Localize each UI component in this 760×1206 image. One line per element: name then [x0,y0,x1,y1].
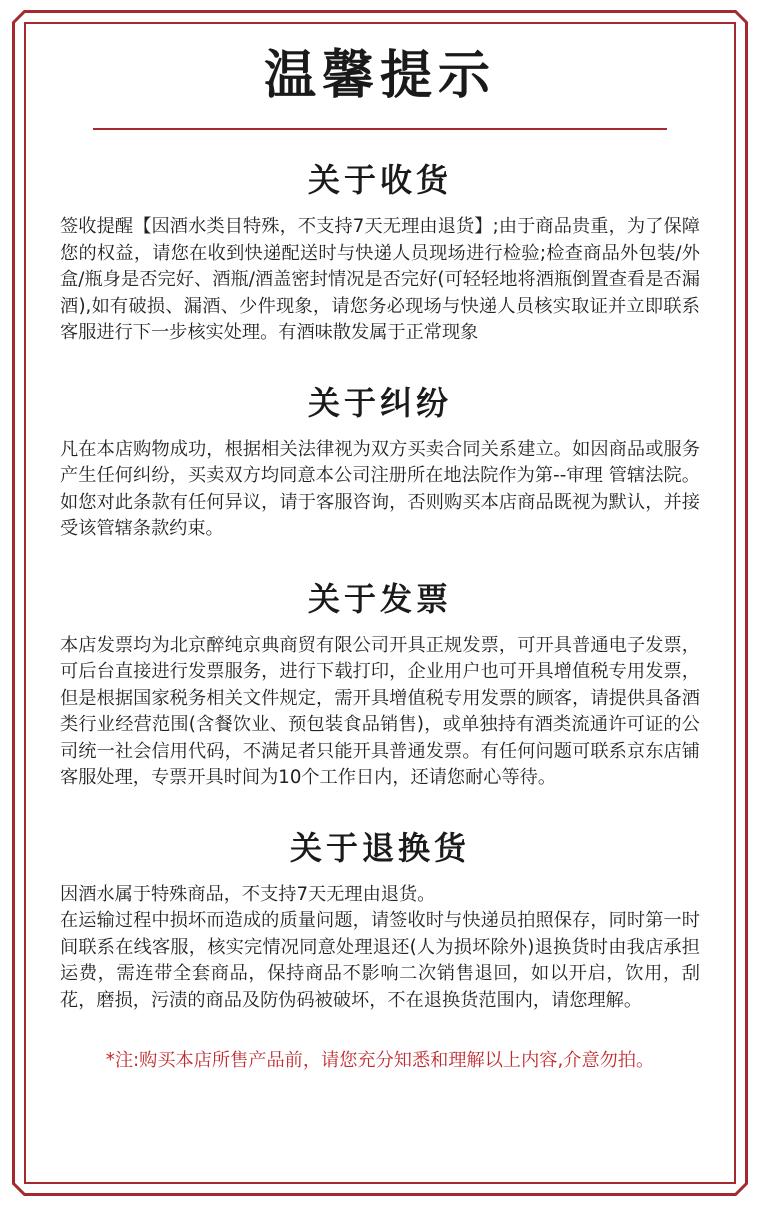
section-invoices [60,579,700,792]
section-returns [60,828,700,1015]
section-receiving [60,160,700,347]
title-divider [93,128,667,130]
purchase-disclaimer-note: *注:购买本店所售产品前，请您充分知悉和理解以上内容,介意勿拍。 [105,1050,655,1071]
notice-content [60,36,700,1092]
section-body-disputes: 凡在本店购物成功，根据相关法律视为双方买卖合同关系建立。如因商品或服务产生任何纠纷，买卖双方均同意本公司注册所在地法院作为第--审理 管辖法院。如您对此条款有任何异议，请于客服咨询，否则购买本店商品既视为默认，并接受该管辖条款约束。 [60,438,700,539]
section-body-returns: 因酒水属于特殊商品，不支持7天无理由退货。 在运输过程中损坏而造成的质量问题，请签收时与快递员拍照保存，同时第一时间联系在线客服，核实完情况同意处理退还(人为损坏除外)退换货时由我店承担运费，需连带全套商品，保持商品不影响二次销售退回，如以开启，饮用，刮花，磨损，污渍的商品及防伪码被破坏，不在退换货范围内，请您理解。 [60,883,700,1011]
section-disputes [60,383,700,543]
section-body-receiving: 签收提醒【因酒水类目特殊，不支持7天无理由退货】;由于商品贵重，为了保障您的权益，请您在收到快递配送时与快递人员现场进行检验;检查商品外包装/外盒/瓶身是否完好、酒瓶/酒盖密封情况是否完好(可轻轻地将酒瓶倒置查看是否漏酒),如有破损、漏酒、少件现象，请您务必现场与快递人员核实取证并立即联系客服进行下一步核实处理。有酒味散发属于正常现象 [60,216,700,343]
section-heading-invoices: 关于发票 [307,579,452,618]
section-body-invoices: 本店发票均为北京醉纯京典商贸有限公司开具正规发票，可开具普通电子发票，可后台直接进行发票服务，进行下载打印，企业用户也可开具增值税专用发票，但是根据国家税务相关文件规定，需开具增值税专用发票的顾客，请提供具备酒类行业经营范围(含餐饮业、预包装食品销售)，或单独持有酒类流通许可证的公司统一社会信用代码，不满足者只能开具普通发票。有任何问题可联系京东店铺客服处理，专票开具时间为10个工作日内，还请您耐心等待。 [60,634,700,788]
section-heading-returns: 关于退换货 [289,828,470,867]
section-heading-receiving: 关于收货 [307,161,452,199]
section-heading-disputes: 关于纠纷 [307,383,452,422]
page-title: 温馨提示 [263,46,496,106]
